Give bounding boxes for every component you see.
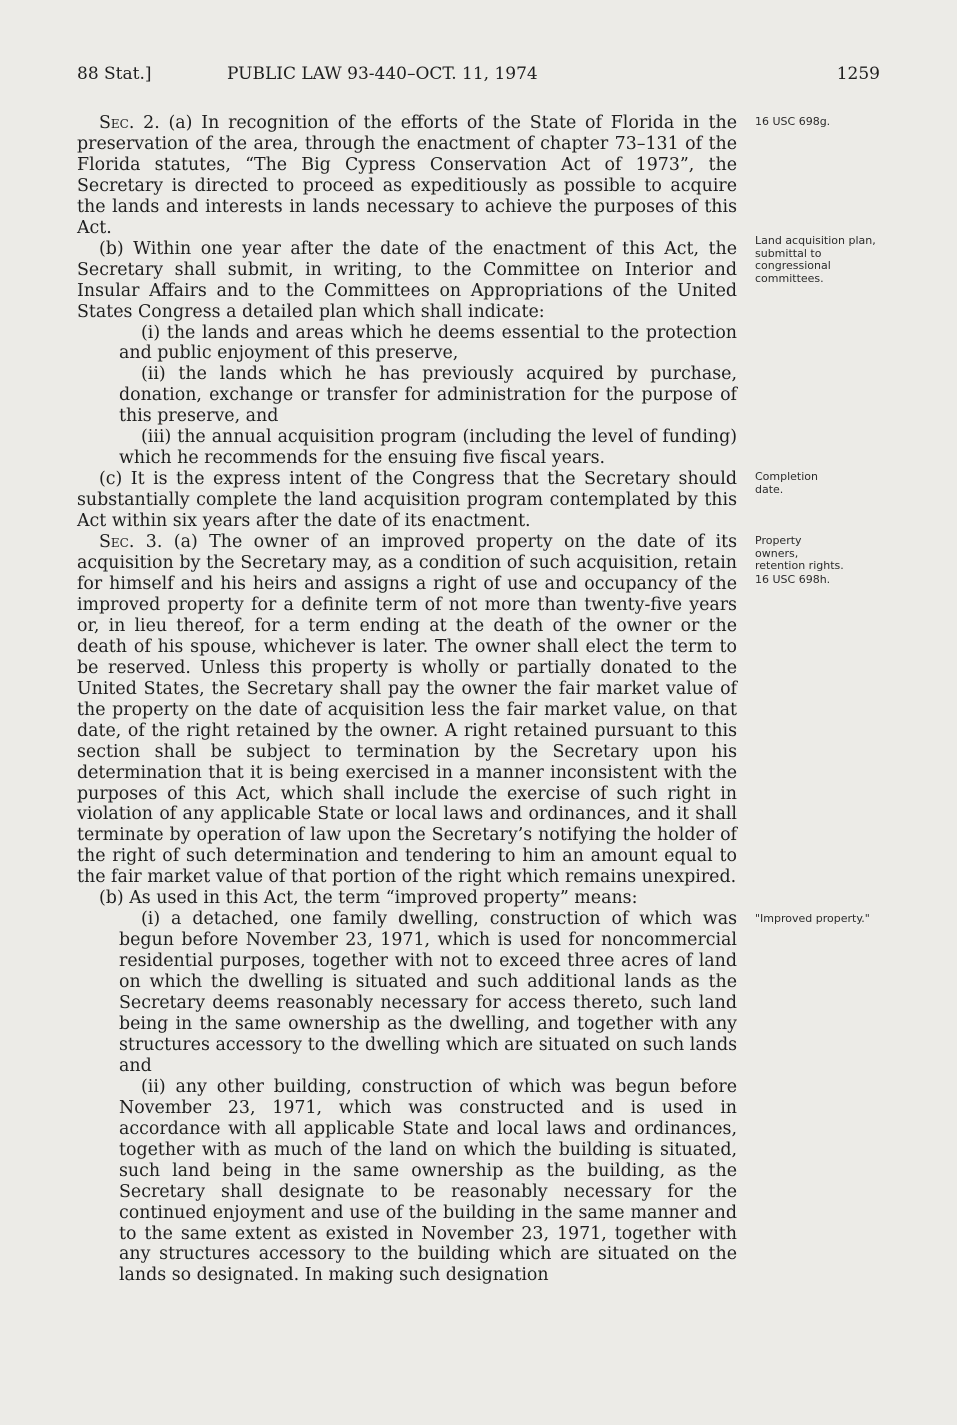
section-2b-paragraph	[77, 239, 737, 323]
law-title: PUBLIC LAW 93-440–OCT. 11, 1974	[227, 64, 538, 84]
section-3b-paragraph	[77, 888, 737, 909]
list-item	[77, 364, 737, 427]
list-item	[77, 427, 737, 469]
paragraph-text: (c) It is the express intent of the Congress that the Secretary should substantially complete the land acquisition program contemplated by this Act within six years after the date of its enactment.	[77, 469, 737, 532]
paragraph-text: 2. (a) In recognition of the efforts of the State of Florida in the preservation of the area, through the enactment of chapter 73–131 of the Florida statutes, “The Big Cypress Conservation Act of 1973”, the Secretary is directed to proceed as expeditiously as possible to acquire the lands and interests in lands necessary to achieve the purposes of this Act.	[77, 113, 737, 238]
page-header	[77, 64, 880, 90]
paragraph-text: (b) Within one year after the date of the enactment of this Act, the Secretary shall submit, in writing, to the Committee on Interior and Insular Affairs and to the Committees on Appropriations of the United States Congress a detailed plan which shall indicate:	[77, 238, 737, 322]
paragraph-text: (ii) the lands which he has previously acquired by purchase, donation, exchange or transfer for administration for the purpose of this preserve, and	[119, 364, 737, 427]
statute-text	[77, 113, 737, 1286]
margin-note-completion-date: Completion date.	[755, 470, 819, 496]
paragraph-text: (i) a detached, one family dwelling, construction of which was begun before November 23, 1971, which is used for noncommercial residential purposes, together with not to exceed three acres of land on which the dwelling is situated and such additional lands as the Secretary deems reasonably necessary for access thereto, such land being in the same ownership as the dwelling, and together with any structures accessory to the dwelling which are situated on such lands and	[119, 909, 737, 1076]
volume-reference: 88 Stat.]	[77, 64, 152, 84]
section-3a-paragraph	[77, 532, 737, 888]
margin-note-citation: 16 USC 698h.	[755, 573, 831, 586]
section-label: Sec.	[99, 532, 135, 553]
list-item	[77, 1077, 737, 1287]
page-number: 1259	[836, 64, 880, 84]
margin-note-citation: 16 USC 698g.	[755, 115, 831, 128]
paragraph-text: (b) As used in this Act, the term “improved property” means:	[99, 888, 638, 909]
margin-note-improved-property: "Improved property."	[755, 912, 870, 925]
section-2c-paragraph	[77, 469, 737, 532]
section-2a-paragraph	[77, 113, 737, 239]
list-item	[77, 323, 737, 365]
section-label: Sec.	[99, 113, 135, 133]
paragraph-text: 3. (a) The owner of an improved property on the date of its acquisition by the Secretary may, as a condition of such acquisition, retain for himself and his heirs and assigns a right of use and occupancy of the improved property for a definite term of not more than twenty-five years or, in lieu thereof, for a term ending at the death of the owner or the death of his spouse, whichever is later. The owner shall elect the term to be reserved. Unless this property is wholly or partially donated to the United States, the Secretary shall pay the owner the fair market value of the property on the date of acquisition less the fair market value, on that date, of the right retained by the owner. A right retained pursuant to this section shall be subject to termination by the Secretary upon his determination that it is being exercised in a manner inconsistent with the purposes of this Act, which shall include the exercise of such right in violation of any applicable State or local laws and ordinances, and it shall terminate by operation of law upon the Secretary’s notifying the holder of the right of such determination and tendering to him an amount equal to the fair market value of that portion of the right which remains unexpired.	[77, 532, 737, 888]
margin-note-owner-rights: Property owners, retention rights.	[755, 534, 844, 572]
list-item	[77, 909, 737, 1077]
margin-note-acquisition-plan: Land acquisition plan, submittal to congressional committees.	[755, 234, 876, 285]
paragraph-text: (ii) any other building, construction of which was begun before November 23, 1971, which was constructed and is used in accordance with all applicable State and local laws and ordinances, together with as much of the land on which the building is situated, such land being in the same ownership as the building, as the Secretary shall designate to be reasonably necessary for the continued enjoyment and use of the building in the same manner and to the same extent as existed in November 23, 1971, together with any structures accessory to the building which are situated on the lands so designated. In making such designation	[119, 1076, 737, 1286]
paragraph-text: (i) the lands and areas which he deems essential to the protection and public enjoyment of this preserve,	[119, 322, 737, 364]
paragraph-text: (iii) the annual acquisition program (including the level of funding) which he recommends for the ensuing five fiscal years.	[119, 427, 737, 469]
